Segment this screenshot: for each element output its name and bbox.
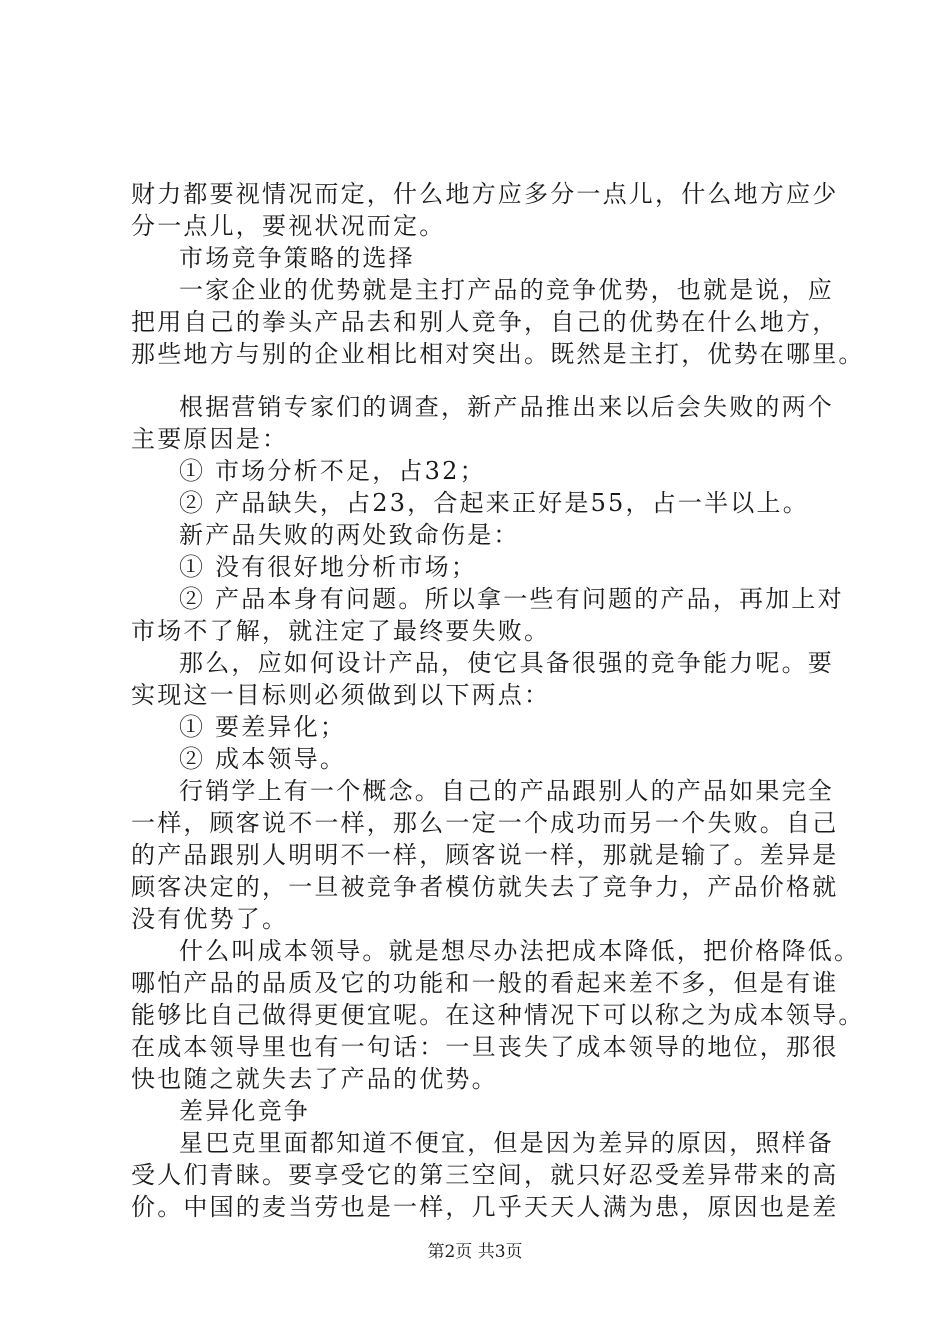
text-line: 受人们青睐。要享受它的第三空间，就只好忍受差异带来的高 (131, 1161, 839, 1189)
text-line: 实现这一目标则必须做到以下两点： (131, 681, 551, 709)
list-item: ② 成本领导。 (179, 745, 347, 773)
text-line: 没有优势了。 (131, 905, 289, 933)
text-line: 顾客决定的，一旦被竞争者模仿就失去了竞争力，产品价格就 (131, 873, 839, 901)
text-line: 什么叫成本领导。就是想尽办法把成本降低，把价格降低。 (179, 937, 861, 965)
text-line: 价。中国的麦当劳也是一样，几乎天天人满为患，原因也是差 (131, 1193, 839, 1221)
text-line: 星巴克里面都知道不便宜，但是因为差异的原因，照样备 (179, 1129, 834, 1157)
section-heading: 差异化竞争 (179, 1097, 310, 1125)
text-line: 财力都要视情况而定，什么地方应多分一点儿，什么地方应少 (131, 180, 839, 208)
text-line: 那些地方与别的企业相比相对突出。既然是主打，优势在哪里。 (131, 340, 865, 368)
text-line: 那么，应如何设计产品，使它具备很强的竞争能力呢。要 (179, 649, 834, 677)
text-line: 一样，顾客说不一样，那么一定一个成功而另一个失败。自己 (131, 809, 839, 837)
page-number-footer: 第2页 共3页 (427, 1242, 523, 1262)
text-line: 根据营销专家们的调查，新产品推出来以后会失败的两个 (179, 393, 834, 421)
text-line: 把用自己的拳头产品去和别人竞争，自己的优势在什么地方， (131, 308, 839, 336)
text-line: 哪怕产品的品质及它的功能和一般的看起来差不多，但是有谁 (131, 969, 839, 997)
list-item: ② 产品缺失，占23，合起来正好是55，占一半以上。 (179, 489, 809, 517)
list-item: ① 要差异化； (179, 713, 347, 741)
list-item: ① 市场分析不足，占32； (179, 457, 486, 485)
text-line: 的产品跟别人明明不一样，顾客说一样，那就是输了。差异是 (131, 841, 839, 869)
text-line: 分一点儿，要视状况而定。 (131, 212, 446, 240)
text-line: 一家企业的优势就是主打产品的竞争优势，也就是说，应 (179, 276, 834, 304)
text-line: 能够比自己做得更便宜呢。在这种情况下可以称之为成本领导。 (131, 1001, 865, 1029)
text-line: 在成本领导里也有一句话：一旦丧失了成本领导的地位，那很 (131, 1033, 839, 1061)
text-line: 新产品失败的两处致命伤是： (179, 521, 520, 549)
text-line: 行销学上有一个概念。自己的产品跟别人的产品如果完全 (179, 777, 834, 805)
text-line: 主要原因是： (131, 425, 289, 453)
text-line: 快也随之就失去了产品的优势。 (131, 1065, 498, 1093)
text-line: 市场不了解，就注定了最终要失败。 (131, 617, 551, 645)
list-item: ② 产品本身有问题。所以拿一些有问题的产品，再加上对 (179, 585, 844, 613)
section-heading: 市场竞争策略的选择 (179, 244, 415, 272)
list-item: ① 没有很好地分析市场； (179, 553, 478, 581)
